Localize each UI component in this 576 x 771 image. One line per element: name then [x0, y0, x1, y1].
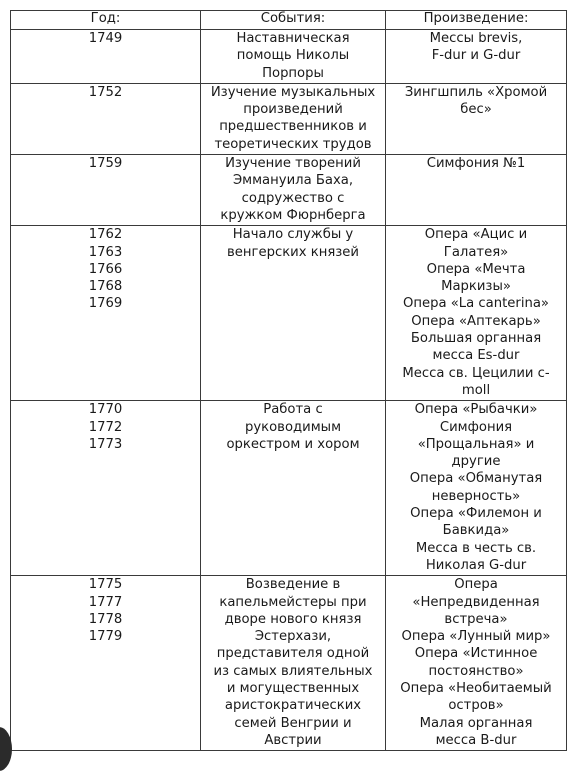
work-cell-line: Малая органная — [419, 715, 533, 731]
year-cell — [11, 401, 201, 576]
work-cell-line: неверность» — [431, 488, 521, 504]
event-cell-line: Работа с — [263, 402, 323, 418]
event-cell-line: Порпоры — [262, 65, 324, 81]
table-row — [11, 155, 567, 226]
work-cell — [386, 576, 567, 751]
year-cell-line: 1749 — [88, 31, 123, 46]
year-cell-line: 1759 — [88, 156, 123, 172]
event-cell — [201, 83, 386, 154]
work-cell-line: Большая органная — [410, 331, 542, 347]
event-cell-line: Наставническая — [236, 31, 350, 46]
event-cell-line: содружество с — [241, 190, 345, 206]
work-cell-line: Месса в честь св. — [415, 540, 537, 556]
chronology-table — [10, 10, 567, 751]
work-cell — [386, 30, 567, 84]
year-cell-line: 1752 — [88, 84, 123, 100]
work-cell-line: Опера «Филемон и — [410, 506, 542, 522]
year-cell — [11, 83, 201, 154]
event-cell-line: и могущественных — [226, 680, 360, 696]
event-cell-line: представителя одной — [216, 646, 370, 662]
event-cell-line: теоретических трудов — [214, 136, 372, 152]
table-body — [11, 30, 567, 751]
event-cell-line: кружком Фюрнберга — [220, 207, 366, 223]
work-cell-line: остров» — [448, 698, 504, 714]
table-row — [11, 576, 567, 751]
event-cell-line: оркестром и хором — [226, 436, 360, 452]
event-cell — [201, 401, 386, 576]
table-row — [11, 83, 567, 154]
event-cell-line: произведений — [243, 102, 343, 118]
event-cell-line: Изучение творений — [225, 156, 361, 172]
work-cell-line: F-dur и G-dur — [431, 48, 521, 64]
year-cell — [11, 30, 201, 84]
work-cell-line: Симфония — [439, 419, 513, 435]
event-cell-line: венгерских князей — [227, 244, 359, 260]
event-cell-line: Эстерхази, — [254, 629, 332, 645]
work-cell-line: Опера «Ацис и — [424, 227, 528, 243]
header-event: События: — [201, 11, 386, 30]
work-cell-line: месса B-dur — [435, 732, 517, 748]
work-cell-line: Опера «Истинное — [414, 646, 538, 662]
work-cell-line: Бавкида» — [442, 523, 510, 539]
year-cell-line: 1772 — [88, 419, 123, 435]
year-cell-line: 1762 — [88, 227, 123, 243]
event-cell-line: Изучение музыкальных — [210, 84, 376, 100]
event-cell-line: предшественников и — [219, 119, 367, 135]
work-cell-line: Месса св. Цецилии c- — [402, 365, 550, 381]
header-year: Год: — [11, 11, 201, 30]
work-cell-line: Опера «La canterina» — [402, 296, 549, 312]
year-cell — [11, 155, 201, 226]
event-cell-line: Возведение в — [245, 577, 341, 593]
work-cell-line: Мессы brevis, — [429, 31, 523, 46]
work-cell-line: «Непредвиденная — [412, 594, 540, 610]
work-cell-line: Галатея» — [443, 244, 509, 260]
event-cell-line: Австрии — [264, 732, 322, 748]
work-cell-line: другие — [451, 454, 501, 470]
work-cell — [386, 226, 567, 401]
work-cell-line: Опера «Обманутая — [409, 471, 543, 487]
year-cell-line: 1778 — [88, 611, 123, 627]
work-cell — [386, 83, 567, 154]
event-cell-line: руководимым — [244, 419, 342, 435]
work-cell-line: «Прощальная» и — [417, 436, 535, 452]
table-row — [11, 30, 567, 84]
work-cell-line: Маркизы» — [441, 279, 511, 295]
table-row — [11, 401, 567, 576]
work-cell-line: Николая G-dur — [425, 557, 527, 573]
year-cell-line: 1769 — [88, 296, 123, 312]
table-row — [11, 226, 567, 401]
year-cell-line: 1766 — [88, 261, 123, 277]
event-cell-line: Эммануила Баха, — [232, 173, 354, 189]
event-cell-line: капельмейстеры при — [219, 594, 367, 610]
work-cell-line: moll — [461, 382, 491, 398]
work-cell-line: Опера «Аптекарь» — [411, 313, 541, 329]
work-cell — [386, 155, 567, 226]
event-cell-line: дворе нового князя — [224, 611, 362, 627]
year-cell — [11, 226, 201, 401]
year-cell-line: 1770 — [88, 402, 123, 418]
event-cell-line: Начало службы у — [232, 227, 354, 243]
work-cell-line: бес» — [460, 102, 492, 118]
work-cell-line: встреча» — [444, 611, 508, 627]
work-cell-line: Опера «Рыбачки» — [414, 402, 538, 418]
year-cell-line: 1779 — [88, 629, 123, 645]
event-cell — [201, 226, 386, 401]
header-work: Произведение: — [386, 11, 567, 30]
work-cell — [386, 401, 567, 576]
work-cell-line: Зингшпиль «Хромой — [404, 84, 548, 100]
work-cell-line: месса Es-dur — [432, 348, 520, 364]
work-cell-line: Опера «Необитаемый — [400, 680, 552, 696]
work-cell-line: Симфония №1 — [426, 156, 526, 172]
event-cell — [201, 155, 386, 226]
work-cell-line: постоянство» — [428, 663, 524, 679]
work-cell-line: Опера «Лунный мир» — [401, 629, 551, 645]
year-cell-line: 1773 — [88, 436, 123, 452]
event-cell-line: аристократических — [224, 698, 362, 714]
work-cell-line: Опера — [454, 577, 498, 593]
event-cell-line: семей Венгрии и — [234, 715, 352, 731]
year-cell-line: 1763 — [88, 244, 123, 260]
table-header-row — [11, 11, 567, 30]
event-cell — [201, 576, 386, 751]
event-cell — [201, 30, 386, 84]
year-cell-line: 1775 — [88, 577, 123, 593]
event-cell-line: помощь Николы — [236, 48, 350, 64]
year-cell — [11, 576, 201, 751]
event-cell-line: из самых влиятельных — [213, 663, 373, 679]
year-cell-line: 1777 — [88, 594, 123, 610]
year-cell-line: 1768 — [88, 279, 123, 295]
work-cell-line: Опера «Мечта — [426, 261, 526, 277]
